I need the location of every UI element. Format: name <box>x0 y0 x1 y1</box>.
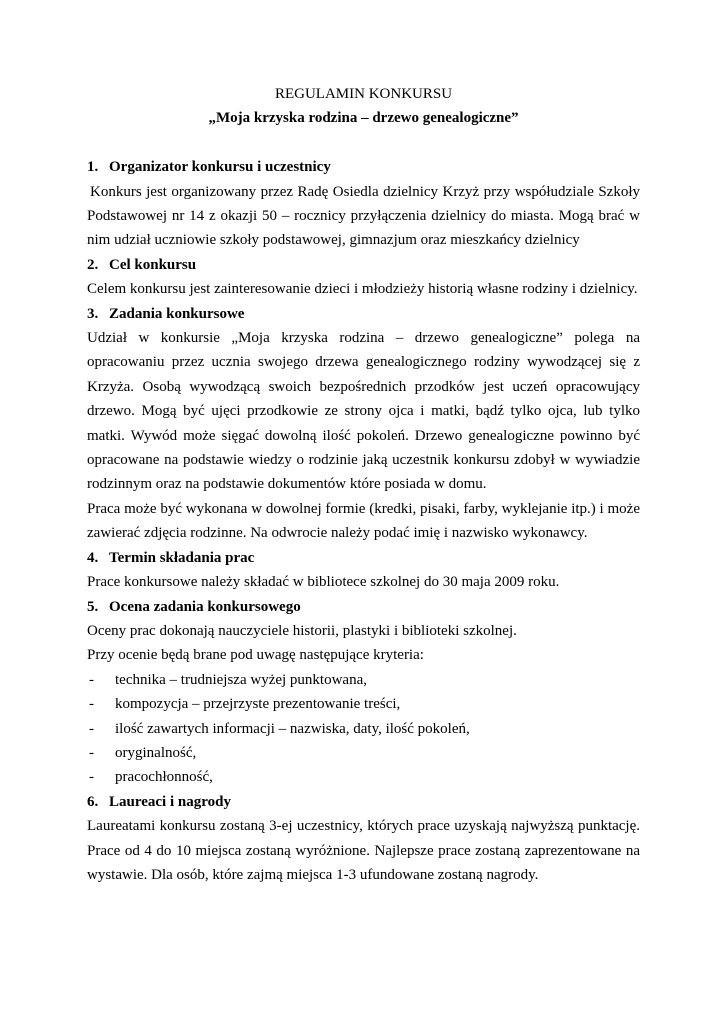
section-paragraph: Konkurs jest organizowany przez Radę Osiedla dzielnicy Krzyż przy współudziale Szkoły Podstawowej nr 14 z okazji 50 – rocznicy przyłączenia dzielnicy do miasta. Mogą brać w nim udział uczniowie szkoły podstawowej, gimnazjum oraz mieszkańcy dzielnicy <box>87 183 640 249</box>
list-item <box>87 668 640 692</box>
list-item-text: ilość zawartych informacji – nazwiska, daty, ilość pokoleń, <box>115 720 470 737</box>
section-heading <box>87 546 640 570</box>
section-heading <box>87 253 640 277</box>
list-item <box>87 765 640 789</box>
section-heading <box>87 302 640 326</box>
section-title: Organizator konkursu i uczestnicy <box>109 159 331 176</box>
list-item <box>87 717 640 741</box>
section-paragraph: Praca może być wykonana w dowolnej formie (kredki, pisaki, farby, wyklejanie itp.) i może zawierać zdjęcia rodzinne. Na odwrocie należy podać imię i nazwisko wykonawcy. <box>87 500 640 542</box>
section-title: Ocena zadania konkursowego <box>109 598 301 615</box>
section-number: 3. <box>87 305 99 322</box>
section-laureates <box>87 790 640 888</box>
list-item-text: pracochłonność, <box>115 769 213 786</box>
list-item-text: kompozycja – przejrzyste prezentowanie treści, <box>115 696 401 713</box>
section-paragraph: Celem konkursu jest zainteresowanie dzieci i młodzieży historią własne rodziny i dzielnicy. <box>87 281 638 298</box>
section-paragraph: Przy ocenie będą brane pod uwagę następujące kryteria: <box>87 647 424 664</box>
section-title: Laureaci i nagrody <box>109 793 231 810</box>
section-paragraph: Prace konkursowe należy składać w bibliotece szkolnej do 30 maja 2009 roku. <box>87 574 560 591</box>
section-number: 1. <box>87 159 99 176</box>
section-heading <box>87 790 640 814</box>
section-tasks <box>87 302 640 546</box>
section-title: Cel konkursu <box>109 256 197 273</box>
section-paragraph: Oceny prac dokonają nauczyciele historii, plastyki i biblioteki szkolnej. <box>87 622 517 639</box>
document-title: REGULAMIN KONKURSU <box>274 86 453 102</box>
document-subtitle: „Moja krzyska rodzina – drzewo genealogiczne” <box>208 110 519 127</box>
bullet-marker: - <box>89 671 94 688</box>
section-number: 6. <box>87 793 99 810</box>
section-deadline <box>87 546 640 595</box>
list-item-text: oryginalność, <box>115 744 197 761</box>
bullet-marker: - <box>89 696 94 713</box>
list-item-text: technika – trudniejsza wyżej punktowana, <box>115 671 367 688</box>
list-item <box>87 692 640 716</box>
bullet-marker: - <box>89 720 94 737</box>
section-goal <box>87 253 640 302</box>
section-organizer <box>87 155 640 253</box>
bullet-marker: - <box>89 769 94 786</box>
section-heading <box>87 595 640 619</box>
section-number: 5. <box>87 598 99 615</box>
section-paragraph: Laureatami konkursu zostaną 3-ej uczestnicy, których prace uzyskają najwyższą punktację. Prace od 4 do 10 miejsca zostaną wyróżnione. Najlepsze prace zostaną zaprezentowane na wystawie. Dla osób, które zajmą miejsca 1-3 ufundowane zostaną nagrody. <box>87 818 640 883</box>
section-evaluation <box>87 595 640 790</box>
section-title: Termin składania prac <box>109 549 255 566</box>
section-number: 2. <box>87 256 99 273</box>
bullet-marker: - <box>89 744 94 761</box>
section-paragraph: Udział w konkursie „Moja krzyska rodzina – drzewo genealogiczne” polega na opracowaniu przez ucznia swojego drzewa genealogicznego rodziny wywodzącej się z Krzyża. Osobą wywodzącą swoich bezpośrednich przodków jest uczeń opracowujący drzewo. Mogą być ujęci przodkowie ze strony ojca i matki, bądź tylko ojca, lub tylko matki. Wywód może sięgać dowolną ilość pokoleń. Drzewo genealogiczne powinno być opracowane na podstawie wiedzy o rodzinie jaką uczestnik konkursu zdobył w wywiadzie rodzinnym oraz na podstawie dokumentów które posiada w domu. <box>87 330 640 493</box>
list-item <box>87 741 640 765</box>
section-heading <box>87 155 640 179</box>
section-title: Zadania konkursowe <box>109 305 245 322</box>
criteria-list <box>87 668 640 790</box>
document-page <box>87 82 640 887</box>
section-number: 4. <box>87 549 99 566</box>
